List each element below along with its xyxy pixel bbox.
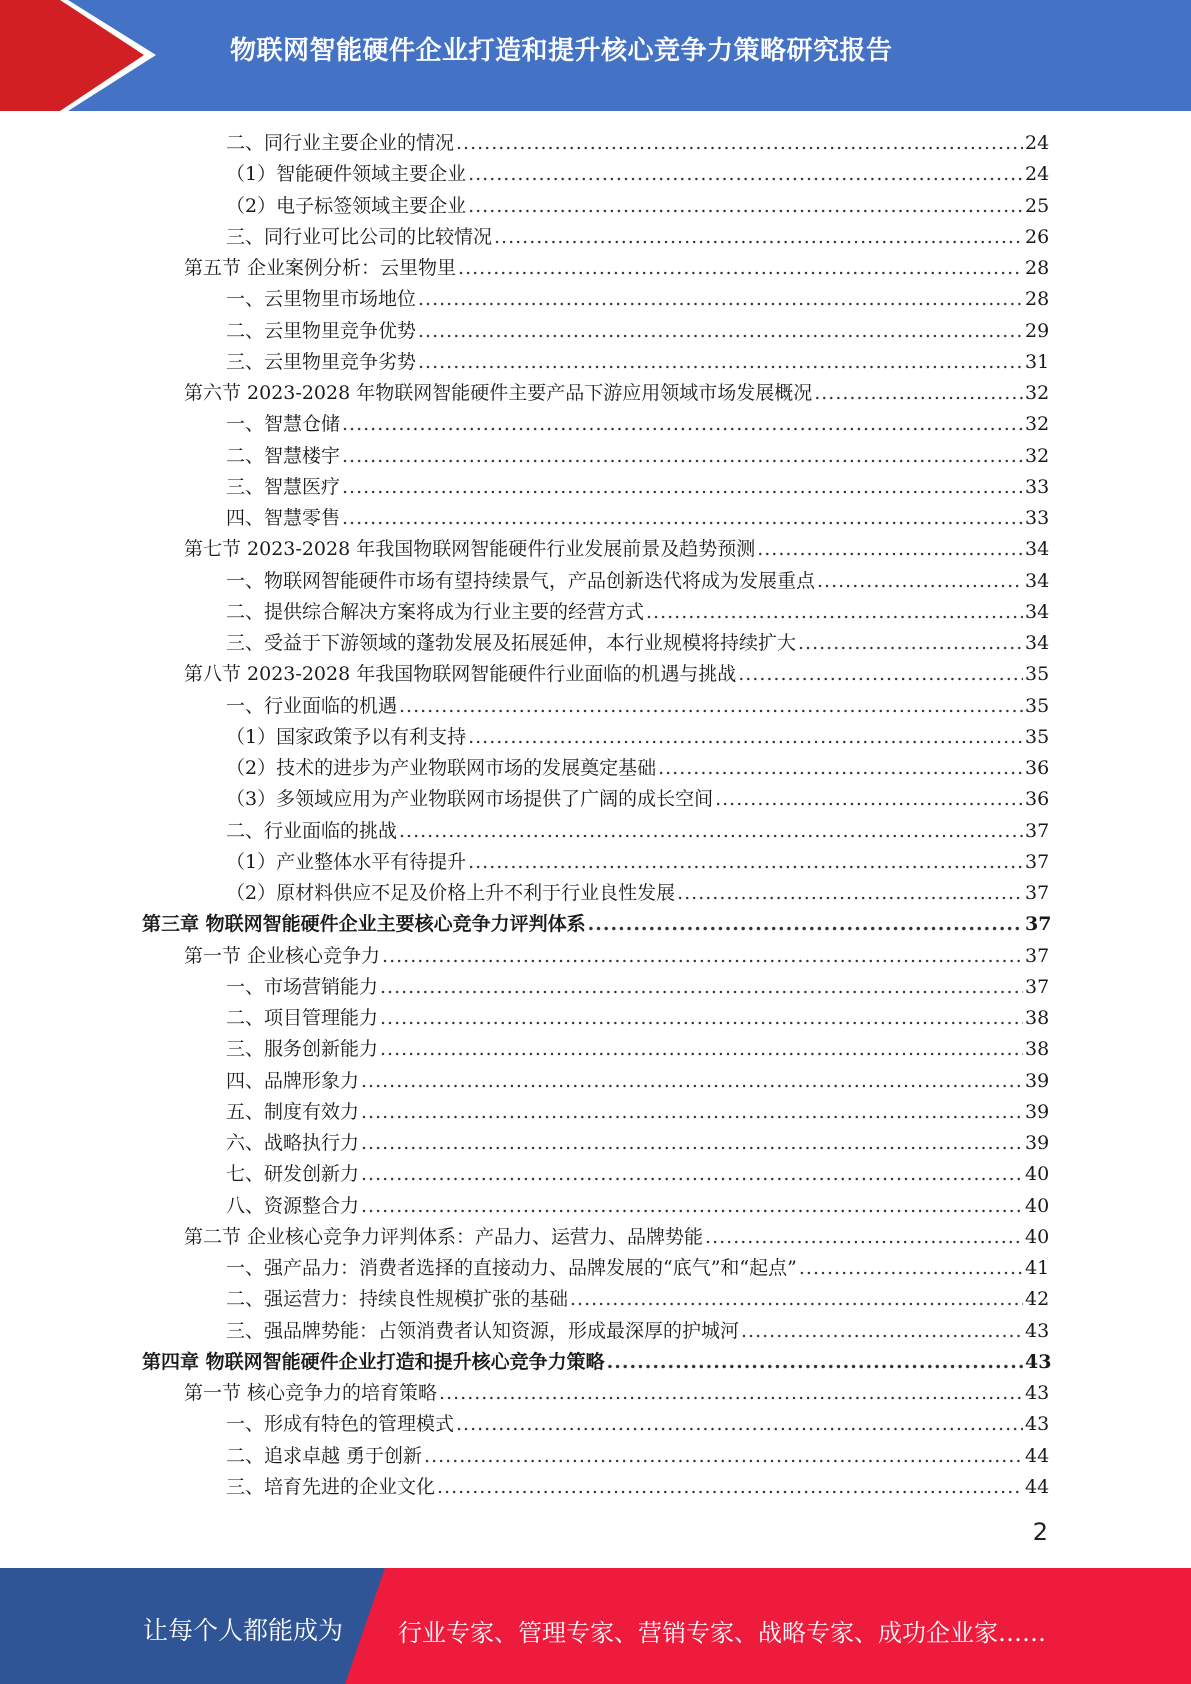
toc-entry-title: 三、云里物里竞争劣势 bbox=[226, 350, 417, 373]
toc-entry-item[interactable] bbox=[0, 1128, 1191, 1159]
toc-leader-dots bbox=[799, 1253, 1023, 1284]
toc-leader-dots bbox=[658, 753, 1023, 784]
toc-entry-title: 三、智慧医疗 bbox=[226, 475, 341, 498]
toc-leader-dots bbox=[361, 1097, 1023, 1128]
toc-entry-title: 三、强品牌势能：占领消费者认知资源，形成最深厚的护城河 bbox=[226, 1319, 740, 1342]
toc-entry-title: 一、云里物里市场地位 bbox=[226, 288, 417, 311]
toc-entry-item[interactable] bbox=[0, 1316, 1191, 1347]
table-of-contents bbox=[0, 128, 1191, 1503]
toc-entry-item[interactable] bbox=[0, 441, 1191, 472]
toc-entry-title: 二、云里物里竞争优势 bbox=[226, 319, 417, 342]
toc-leader-dots bbox=[468, 722, 1023, 753]
toc-entry-page: 31 bbox=[1025, 350, 1050, 373]
toc-entry-title: 第三章 物联网智能硬件企业主要核心竞争力评判体系 bbox=[142, 913, 586, 936]
toc-leader-dots bbox=[458, 253, 1023, 284]
toc-entry-item[interactable] bbox=[0, 503, 1191, 534]
toc-entry-title: 二、强运营力：持续良性规模扩张的基础 bbox=[226, 1288, 569, 1311]
toc-entry-title: 一、强产品力：消费者选择的直接动力、品牌发展的“底气”和“起点” bbox=[226, 1257, 797, 1279]
toc-entry-page: 29 bbox=[1025, 319, 1050, 342]
toc-entry-title: 二、行业面临的挑战 bbox=[226, 819, 398, 842]
toc-entry-page: 38 bbox=[1025, 1038, 1050, 1061]
toc-entry-page: 40 bbox=[1025, 1163, 1050, 1186]
toc-entry-title: 一、市场营销能力 bbox=[226, 975, 379, 998]
toc-entry-title: （2）技术的进步为产业物联网市场的发展奠定基础 bbox=[226, 757, 657, 779]
toc-entry-title: 第四章 物联网智能硬件企业打造和提升核心竞争力策略 bbox=[142, 1350, 605, 1373]
toc-entry-sub[interactable] bbox=[0, 847, 1191, 878]
toc-entry-page: 42 bbox=[1025, 1288, 1050, 1311]
toc-leader-dots bbox=[361, 1066, 1023, 1097]
toc-entry-title: 二、提供综合解决方案将成为行业主要的经营方式 bbox=[226, 600, 645, 623]
toc-leader-dots bbox=[399, 816, 1023, 847]
toc-entry-page: 34 bbox=[1025, 538, 1050, 561]
toc-leader-dots bbox=[342, 409, 1023, 440]
toc-leader-dots bbox=[437, 1472, 1023, 1503]
toc-entry-item[interactable] bbox=[0, 1097, 1191, 1128]
toc-entry-title: 八、资源整合力 bbox=[226, 1194, 360, 1217]
toc-leader-dots bbox=[817, 566, 1023, 597]
toc-entry-title: 二、同行业主要企业的情况 bbox=[226, 132, 455, 154]
toc-leader-dots bbox=[380, 1003, 1023, 1034]
toc-entry-title: 第一节 企业核心竞争力 bbox=[184, 944, 381, 967]
toc-leader-dots bbox=[715, 784, 1023, 815]
page-header bbox=[0, 0, 1191, 111]
toc-entry-page: 34 bbox=[1025, 569, 1050, 592]
toc-leader-dots bbox=[424, 1441, 1023, 1472]
toc-entry-page: 28 bbox=[1025, 288, 1050, 311]
toc-entry-page: 37 bbox=[1025, 819, 1050, 842]
toc-entry-page: 33 bbox=[1025, 507, 1050, 529]
toc-leader-dots bbox=[418, 347, 1023, 378]
toc-entry-title: 一、形成有特色的管理模式 bbox=[226, 1413, 455, 1436]
toc-entry-title: 五、制度有效力 bbox=[226, 1100, 360, 1123]
toc-entry-title: （3）多领域应用为产业物联网市场提供了广阔的成长空间 bbox=[226, 788, 714, 811]
toc-leader-dots bbox=[418, 316, 1023, 347]
page-footer bbox=[0, 1568, 1191, 1684]
toc-leader-dots bbox=[798, 628, 1023, 659]
toc-entry-title: 一、物联网智能硬件市场有望持续景气，产品创新迭代将成为发展重点 bbox=[226, 569, 816, 592]
toc-entry-item[interactable] bbox=[0, 1409, 1191, 1440]
toc-entry-chapter[interactable] bbox=[0, 909, 1191, 940]
toc-entry-page: 34 bbox=[1025, 600, 1050, 623]
page-number: 2 bbox=[1032, 1518, 1048, 1546]
toc-leader-dots bbox=[607, 1347, 1023, 1378]
toc-leader-dots bbox=[399, 691, 1023, 722]
toc-leader-dots bbox=[456, 1409, 1023, 1440]
toc-entry-sub[interactable] bbox=[0, 878, 1191, 909]
toc-leader-dots bbox=[741, 1316, 1023, 1347]
toc-entry-page: 43 bbox=[1025, 1413, 1050, 1436]
toc-entry-page: 39 bbox=[1025, 1069, 1050, 1092]
toc-entry-item[interactable] bbox=[0, 1472, 1191, 1503]
toc-entry-title: 一、行业面临的机遇 bbox=[226, 694, 398, 717]
toc-entry-page: 28 bbox=[1025, 257, 1050, 279]
header-red-arrow bbox=[0, 0, 150, 111]
toc-entry-item[interactable] bbox=[0, 472, 1191, 503]
toc-entry-title: 第二节 企业核心竞争力评判体系：产品力、运营力、品牌势能 bbox=[184, 1225, 704, 1248]
toc-entry-item[interactable] bbox=[0, 1066, 1191, 1097]
toc-entry-item[interactable] bbox=[0, 316, 1191, 347]
toc-entry-title: 第一节 核心竞争力的培育策略 bbox=[184, 1382, 438, 1404]
toc-entry-page: 43 bbox=[1025, 1319, 1050, 1342]
toc-entry-title: 三、同行业可比公司的比较情况 bbox=[226, 225, 493, 248]
toc-entry-page: 35 bbox=[1025, 663, 1050, 686]
toc-leader-dots bbox=[361, 1128, 1023, 1159]
toc-entry-title: 三、服务创新能力 bbox=[226, 1038, 379, 1061]
toc-entry-section[interactable] bbox=[0, 378, 1191, 409]
toc-leader-dots bbox=[468, 847, 1023, 878]
toc-leader-dots bbox=[814, 378, 1023, 409]
toc-entry-item[interactable] bbox=[0, 128, 1191, 159]
toc-entry-item[interactable] bbox=[0, 1003, 1191, 1034]
toc-entry-item[interactable] bbox=[0, 816, 1191, 847]
toc-entry-page: 33 bbox=[1025, 475, 1050, 498]
toc-entry-item[interactable] bbox=[0, 222, 1191, 253]
toc-leader-dots bbox=[342, 441, 1023, 472]
toc-leader-dots bbox=[677, 878, 1023, 909]
toc-leader-dots bbox=[342, 472, 1023, 503]
footer-slogan-left: 让每个人都能成为 bbox=[143, 1616, 344, 1645]
toc-entry-page: 37 bbox=[1025, 850, 1050, 873]
footer-slogan-right: 行业专家、管理专家、营销专家、战略专家、成功企业家…… bbox=[398, 1619, 1046, 1647]
toc-entry-item[interactable] bbox=[0, 1159, 1191, 1190]
toc-leader-dots bbox=[570, 1284, 1023, 1315]
toc-entry-page: 35 bbox=[1025, 694, 1050, 717]
toc-entry-section[interactable] bbox=[0, 253, 1191, 284]
toc-entry-title: 第七节 2023-2028 年我国物联网智能硬件行业发展前景及趋势预测 bbox=[184, 538, 756, 561]
toc-entry-title: 六、战略执行力 bbox=[226, 1132, 360, 1154]
toc-entry-item[interactable] bbox=[0, 566, 1191, 597]
toc-entry-title: 第八节 2023-2028 年我国物联网智能硬件行业面临的机遇与挑战 bbox=[184, 663, 737, 686]
toc-entry-page: 44 bbox=[1025, 1475, 1050, 1498]
toc-entry-page: 37 bbox=[1025, 882, 1050, 904]
toc-entry-section[interactable] bbox=[0, 534, 1191, 565]
toc-entry-page: 32 bbox=[1025, 382, 1050, 404]
toc-entry-title: （1）产业整体水平有待提升 bbox=[226, 850, 467, 873]
toc-entry-page: 38 bbox=[1025, 1007, 1050, 1029]
toc-leader-dots bbox=[738, 659, 1023, 690]
toc-entry-item[interactable] bbox=[0, 1284, 1191, 1315]
toc-entry-page: 37 bbox=[1025, 944, 1050, 967]
toc-entry-page: 43 bbox=[1025, 1350, 1052, 1373]
toc-entry-title: （2）原材料供应不足及价格上升不利于行业良性发展 bbox=[226, 882, 676, 904]
toc-entry-page: 37 bbox=[1025, 913, 1052, 936]
toc-entry-title: 第五节 企业案例分析：云里物里 bbox=[184, 257, 457, 279]
toc-entry-page: 35 bbox=[1025, 725, 1050, 748]
toc-entry-page: 39 bbox=[1025, 1132, 1050, 1154]
toc-leader-dots bbox=[757, 534, 1023, 565]
toc-entry-chapter[interactable] bbox=[0, 1347, 1191, 1378]
toc-entry-page: 39 bbox=[1025, 1100, 1050, 1123]
toc-entry-title: 第六节 2023-2028 年物联网智能硬件主要产品下游应用领域市场发展概况 bbox=[184, 382, 813, 404]
toc-entry-section[interactable] bbox=[0, 659, 1191, 690]
toc-entry-item[interactable] bbox=[0, 1441, 1191, 1472]
toc-entry-page: 36 bbox=[1025, 757, 1050, 779]
toc-entry-title: 四、品牌形象力 bbox=[226, 1069, 360, 1092]
toc-entry-title: 一、智慧仓储 bbox=[226, 413, 341, 436]
toc-entry-page: 43 bbox=[1025, 1382, 1050, 1404]
toc-entry-page: 32 bbox=[1025, 444, 1050, 467]
toc-entry-title: （1）国家政策予以有利支持 bbox=[226, 725, 467, 748]
toc-leader-dots bbox=[468, 191, 1023, 222]
toc-entry-section[interactable] bbox=[0, 1222, 1191, 1253]
toc-entry-item[interactable] bbox=[0, 347, 1191, 378]
toc-entry-title: 二、追求卓越 勇于创新 bbox=[226, 1444, 423, 1467]
toc-entry-page: 24 bbox=[1025, 163, 1050, 186]
toc-entry-item[interactable] bbox=[0, 1034, 1191, 1065]
toc-leader-dots bbox=[468, 159, 1023, 190]
toc-entry-title: （2）电子标签领域主要企业 bbox=[226, 194, 467, 217]
toc-entry-sub[interactable] bbox=[0, 784, 1191, 815]
toc-entry-page: 34 bbox=[1025, 632, 1050, 654]
toc-leader-dots bbox=[494, 222, 1023, 253]
toc-entry-section[interactable] bbox=[0, 1378, 1191, 1409]
toc-entry-title: 七、研发创新力 bbox=[226, 1163, 360, 1186]
toc-entry-page: 37 bbox=[1025, 975, 1050, 998]
toc-leader-dots bbox=[382, 941, 1023, 972]
toc-entry-page: 24 bbox=[1025, 132, 1050, 154]
toc-entry-sub[interactable] bbox=[0, 191, 1191, 222]
toc-leader-dots bbox=[342, 503, 1023, 534]
toc-leader-dots bbox=[705, 1222, 1023, 1253]
toc-entry-sub[interactable] bbox=[0, 722, 1191, 753]
toc-leader-dots bbox=[588, 909, 1023, 940]
toc-entry-item[interactable] bbox=[0, 628, 1191, 659]
toc-leader-dots bbox=[418, 284, 1023, 315]
toc-entry-title: 二、智慧楼宇 bbox=[226, 444, 341, 467]
toc-entry-title: 三、受益于下游领域的蓬勃发展及拓展延伸，本行业规模将持续扩大 bbox=[226, 632, 797, 654]
toc-entry-item[interactable] bbox=[0, 284, 1191, 315]
toc-entry-item[interactable] bbox=[0, 972, 1191, 1003]
toc-entry-page: 40 bbox=[1025, 1194, 1050, 1217]
toc-leader-dots bbox=[646, 597, 1023, 628]
toc-entry-page: 44 bbox=[1025, 1444, 1050, 1467]
toc-entry-page: 26 bbox=[1025, 225, 1050, 248]
report-title: 物联网智能硬件企业打造和提升核心竞争力策略研究报告 bbox=[230, 36, 893, 66]
toc-entry-item[interactable] bbox=[0, 597, 1191, 628]
toc-entry-sub[interactable] bbox=[0, 159, 1191, 190]
toc-entry-title: （1）智能硬件领域主要企业 bbox=[226, 163, 467, 186]
toc-entry-page: 36 bbox=[1025, 788, 1050, 811]
toc-entry-page: 25 bbox=[1025, 194, 1050, 217]
toc-entry-item[interactable] bbox=[0, 409, 1191, 440]
toc-leader-dots bbox=[456, 128, 1023, 159]
toc-entry-title: 四、智慧零售 bbox=[226, 507, 341, 529]
toc-entry-title: 二、项目管理能力 bbox=[226, 1007, 379, 1029]
toc-leader-dots bbox=[380, 1034, 1023, 1065]
toc-entry-item[interactable] bbox=[0, 1253, 1191, 1284]
toc-entry-sub[interactable] bbox=[0, 753, 1191, 784]
toc-leader-dots bbox=[361, 1191, 1023, 1222]
toc-entry-page: 41 bbox=[1025, 1257, 1050, 1279]
toc-entry-title: 三、培育先进的企业文化 bbox=[226, 1475, 436, 1498]
toc-entry-section[interactable] bbox=[0, 941, 1191, 972]
toc-leader-dots bbox=[361, 1159, 1023, 1190]
toc-entry-page: 32 bbox=[1025, 413, 1050, 436]
toc-entry-item[interactable] bbox=[0, 691, 1191, 722]
toc-entry-item[interactable] bbox=[0, 1191, 1191, 1222]
toc-leader-dots bbox=[380, 972, 1023, 1003]
toc-leader-dots bbox=[439, 1378, 1023, 1409]
toc-entry-page: 40 bbox=[1025, 1225, 1050, 1248]
